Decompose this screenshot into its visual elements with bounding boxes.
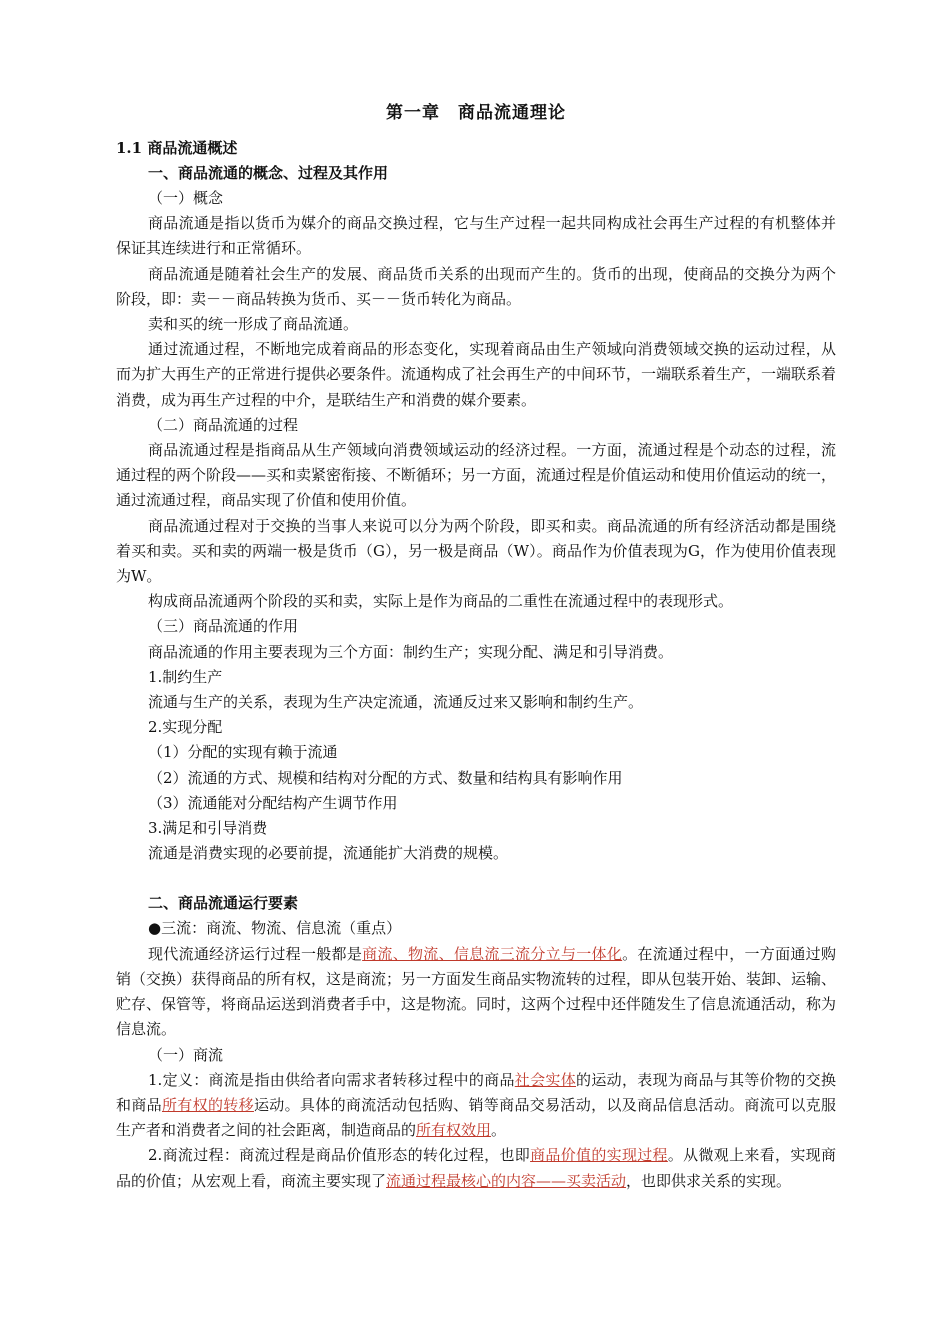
paragraph: 流通是消费实现的必要前提，流通能扩大消费的规模。 (148, 844, 509, 863)
list-item: 1.制约生产 (148, 667, 223, 686)
part1-heading: 一、商品流通的概念、过程及其作用 (148, 164, 389, 182)
highlighted-text: 商品价值的实现过程 (530, 1146, 668, 1165)
paragraph: 商品流通的作用主要表现为三个方面：制约生产；实现分配、满足和引导消费。 (148, 642, 674, 661)
highlighted-text: 商流、物流、信息流三流分立与一体化 (362, 944, 623, 963)
subheading-process: （二）商品流通的过程 (148, 415, 299, 434)
paragraph: 构成商品流通两个阶段的买和卖，实际上是作为商品的二重性在流通过程中的表现形式。 (148, 592, 734, 611)
paragraph: 流通与生产的关系，表现为生产决定流通，流通反过来又影响和制约生产。 (148, 693, 644, 712)
bullet-point: ●三流：商流、物流、信息流（重点） (148, 919, 402, 938)
highlighted-text: 社会实体 (514, 1070, 577, 1089)
chapter-title: 第一章 商品流通理论 (386, 103, 566, 123)
paragraph: 1.定义：商流是指由供给者向需求者转移过程中的商品社会实体的运动，表现为商品与其等价物的交换和商品所有权的转移运动。具体的商流活动包括购、销等商品交易活动，以及商品信息活动。商流可以克服生产者和消费者之间的社会距离，制造商品的所有权效用。 (116, 1070, 836, 1140)
list-item: 2.实现分配 (148, 718, 223, 737)
highlighted-text: 所有权的转移 (161, 1095, 254, 1114)
part2-heading: 二、商品流通运行要素 (148, 894, 299, 913)
subheading-concept: （一）概念 (148, 189, 224, 207)
list-item: （3）流通能对分配结构产生调节作用 (148, 793, 398, 812)
subheading-commerce-flow: （一）商流 (148, 1045, 224, 1064)
paragraph: 2.商流过程：商流过程是商品价值形态的转化过程，也即商品价值的实现过程。从微观上来看，实现商品的价值；从宏观上看，商流主要实现了流通过程最核心的内容——买卖活动，也即供求关系的实现。 (116, 1146, 836, 1190)
paragraph: 商品流通是指以货币为媒介的商品交换过程，它与生产过程一起共同构成社会再生产过程的有机整体并保证其连续进行和正常循环。 (116, 214, 836, 258)
paragraph: 通过流通过程，不断地完成着商品的形态变化，实现着商品由生产领域向消费领域交换的运动过程，从而为扩大再生产的正常进行提供必要条件。流通构成了社会再生产的中间环节，一端联系着生产，一端联系着消费，成为再生产过程的中介，是联结生产和消费的媒介要素。 (116, 340, 837, 409)
highlighted-text: 流通过程最核心的内容——买卖活动 (386, 1171, 627, 1190)
section-heading-1-1: 1.1 商品流通概述 (116, 139, 238, 157)
paragraph: 商品流通是随着社会生产的发展、商品货币关系的出现而产生的。货币的出现，使商品的交换分为两个阶段，即：卖－－商品转换为货币、买－－货币转化为商品。 (116, 264, 836, 308)
subheading-role: （三）商品流通的作用 (148, 617, 299, 636)
paragraph: 商品流通过程对于交换的当事人来说可以分为两个阶段，即买和卖。商品流通的所有经济活动都是围绕着买和卖。买和卖的两端一极是货币（G），另一极是商品（W）。商品作为价值表现为G，作为使用价值表现为W。 (116, 516, 836, 586)
list-item: 3.满足和引导消费 (148, 819, 268, 838)
paragraph: 商品流通过程是指商品从生产领域向消费领域运动的经济过程。一方面，流通过程是个动态的过程，流通过程的两个阶段——买和卖紧密衔接、不断循环；另一方面，流通过程是价值运动和使用价值运动的统一，通过流通过程，商品实现了价值和使用价值。 (116, 441, 837, 510)
paragraph: 卖和买的统一形成了商品流通。 (148, 315, 359, 334)
spacer (116, 866, 836, 891)
list-item: （1）分配的实现有赖于流通 (148, 743, 338, 762)
list-item: （2）流通的方式、规模和结构对分配的方式、数量和结构具有影响作用 (148, 768, 623, 787)
highlighted-text: 所有权效用 (416, 1121, 492, 1140)
paragraph: 现代流通经济运行过程一般都是商流、物流、信息流三流分立与一体化。在流通过程中，一方面通过购销（交换）获得商品的所有权，这是商流；另一方面发生商品实物流转的过程，即从包装开始、装卸、运输、贮存、保管等，将商品运送到消费者手中，这是物流。同时，这两个过程中还伴随发生了信息流通活动，称为信息流。 (116, 944, 837, 1039)
